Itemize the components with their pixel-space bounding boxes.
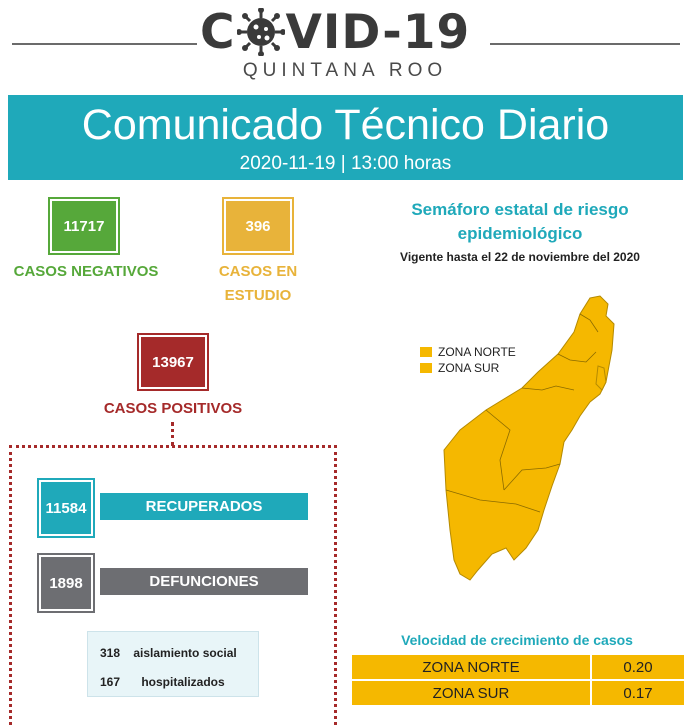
growth-zone-norte: ZONA NORTE <box>352 655 592 679</box>
semaforo-title-line2: epidemiológico <box>457 224 583 243</box>
logo-letter-c: C <box>200 4 236 60</box>
positive-status-detail <box>87 631 259 697</box>
growth-rate-title: Velocidad de crecimiento de casos <box>401 632 633 648</box>
recovered-bar: RECUPERADOS <box>100 493 308 520</box>
state-subtitle: QUINTANA ROO <box>242 60 448 81</box>
connector-line <box>171 422 174 446</box>
header-rule-right <box>490 43 680 45</box>
pending-cases-label-line2: ESTUDIO <box>224 287 292 304</box>
growth-row-norte <box>352 655 684 679</box>
positive-cases-label: CASOS POSITIVOS <box>103 400 243 417</box>
growth-rate-table <box>352 655 684 707</box>
pending-cases-label-line1: CASOS EN <box>218 263 298 280</box>
negative-cases-label: CASOS NEGATIVOS <box>13 263 159 280</box>
virus-icon <box>237 8 285 56</box>
logo-text-vid19: VID-19 <box>285 4 471 60</box>
title-banner <box>8 95 683 180</box>
header-rule-left <box>12 43 197 45</box>
growth-row-sur <box>352 681 684 705</box>
legend-label-sur: ZONA SUR <box>438 361 500 375</box>
banner-date: 2020-11-19 | 13:00 horas <box>239 153 452 174</box>
growth-zone-sur: ZONA SUR <box>352 681 592 705</box>
detail-row-isolation <box>100 646 237 660</box>
isolation-label: aislamiento social <box>133 646 237 660</box>
negative-cases-value: 11717 <box>52 201 116 251</box>
isolation-count: 318 <box>100 646 121 660</box>
deaths-bar: DEFUNCIONES <box>100 568 308 595</box>
pending-cases-value: 396 <box>226 201 290 251</box>
positive-cases-box <box>137 333 209 391</box>
hospitalized-label: hospitalizados <box>141 675 225 689</box>
negative-cases-box <box>48 197 120 255</box>
positive-cases-value: 13967 <box>141 337 205 387</box>
deaths-value: 1898 <box>41 557 91 609</box>
pending-cases-box <box>222 197 294 255</box>
legend-label-norte: ZONA NORTE <box>438 345 516 359</box>
semaforo-title <box>360 198 680 246</box>
quintana-roo-map <box>430 290 630 590</box>
growth-value-sur: 0.17 <box>623 684 653 702</box>
banner-title: Comunicado Técnico Diario <box>81 101 610 149</box>
semaforo-validity: Vigente hasta el 22 de noviembre del 2020 <box>400 250 640 264</box>
deaths-box <box>37 553 95 613</box>
detail-row-hospitalized <box>100 675 225 689</box>
semaforo-title-line1: Semáforo estatal de riesgo <box>411 200 629 219</box>
covid-logo-title <box>200 4 490 60</box>
growth-value-norte: 0.20 <box>623 658 653 676</box>
recovered-value: 11584 <box>41 482 91 534</box>
map-state-shape <box>444 296 614 580</box>
hospitalized-count: 167 <box>100 675 121 689</box>
recovered-box <box>37 478 95 538</box>
